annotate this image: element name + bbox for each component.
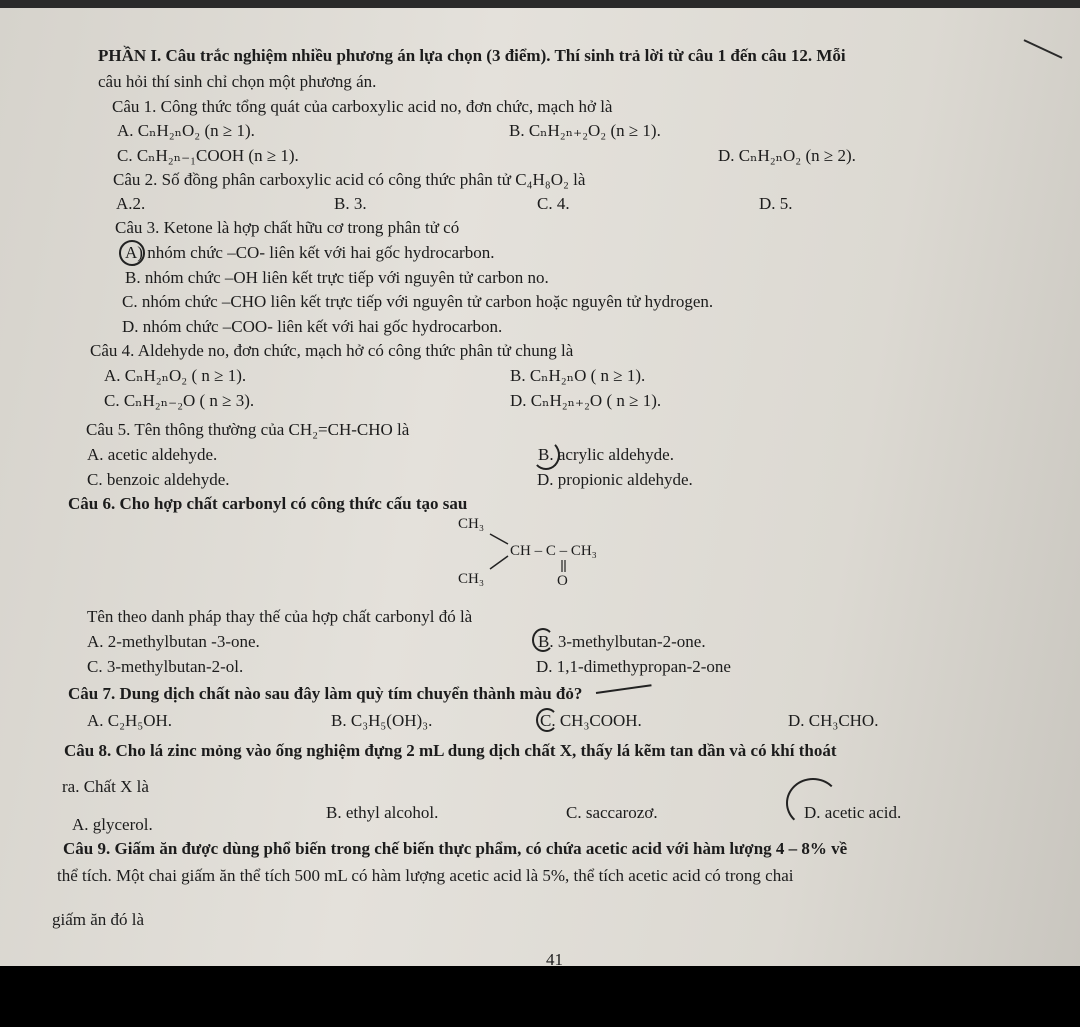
answer-mark-circle (786, 778, 840, 828)
q2-option-b: B. 3. (334, 194, 367, 213)
q7-option-b: B. C₃H₅(OH)₃. (331, 711, 433, 730)
q4-option-d: D. CₙH₂ₙ₊₂O ( n ≥ 1). (510, 391, 662, 410)
q9-stem-3: giấm ăn đó là (52, 910, 145, 929)
bottom-dark-area (0, 966, 1080, 1027)
page-number: 41 (546, 950, 563, 966)
q5-option-d: D. propionic aldehyde. (537, 470, 693, 489)
q4-option-b: B. CₙH₂ₙO ( n ≥ 1). (510, 366, 646, 385)
q4-stem: Câu 4. Aldehyde no, đơn chức, mạch hở có công thức phân tử chung là (90, 341, 574, 360)
q7-option-c: C. CH₃COOH. (540, 711, 642, 730)
q5-option-c: C. benzoic aldehyde. (87, 470, 230, 489)
q5-option-a: A. acetic aldehyde. (87, 445, 218, 464)
formula-oxygen: O (557, 573, 568, 589)
top-edge (0, 0, 1080, 8)
document-page (0, 8, 1080, 966)
q3-option-c: C. nhóm chức –CHO liên kết trực tiếp với nguyên tử carbon hoặc nguyên tử hydrogen. (122, 292, 714, 311)
part-header: PHẦN I. Câu trắc nghiệm nhiều phương án lựa chọn (3 điểm). Thí sinh trả lời từ câu 1 đến câu 12. Mỗi (98, 46, 846, 65)
answer-mark-circle (536, 708, 558, 732)
formula-chain: CH – C – CH₃ (510, 543, 597, 559)
pen-scribble (596, 684, 652, 694)
q1-option-d: D. CₙH₂ₙO₂ (n ≥ 2). (718, 146, 856, 165)
q3-option-b: B. nhóm chức –OH liên kết trực tiếp với nguyên tử carbon no. (125, 268, 549, 287)
q5-stem: Câu 5. Tên thông thường của CH₂=CH-CHO là (86, 420, 410, 439)
q5-option-b: B. acrylic aldehyde. (538, 445, 674, 464)
formula-top-ch3: CH₃ (458, 516, 485, 532)
q7-option-a: A. C₂H₅OH. (87, 711, 173, 730)
q2-option-a: A.2. (116, 194, 146, 213)
q8-option-d: D. acetic acid. (804, 803, 902, 822)
q6-stem-2: Tên theo danh pháp thay thế của hợp chất carbonyl đó là (87, 607, 473, 626)
structural-formula (458, 514, 658, 594)
q6-option-d: D. 1,1-dimethypropan-2-one (536, 657, 731, 676)
q7-stem: Câu 7. Dung dịch chất nào sau đây làm quỳ tím chuyển thành màu đỏ? (68, 684, 583, 703)
q4-option-c: C. CₙH₂ₙ₋₂O ( n ≥ 3). (104, 391, 255, 410)
q1-option-a: A. CₙH₂ₙO₂ (n ≥ 1). (117, 121, 255, 140)
q6-option-a: A. 2-methylbutan -3-one. (87, 632, 260, 651)
q1-stem: Câu 1. Công thức tổng quát của carboxylic acid no, đơn chức, mạch hở là (112, 97, 613, 116)
part-header-line2: câu hỏi thí sinh chỉ chọn một phương án. (98, 72, 377, 91)
q9-stem-2: thể tích. Một chai giấm ăn thể tích 500 mL có hàm lượng acetic acid là 5%, thể tích acetic acid có trong chai (57, 866, 794, 885)
q3-option-a: A) nhóm chức –CO- liên kết với hai gốc hydrocarbon. (125, 243, 495, 262)
q2-option-d: D. 5. (759, 194, 793, 213)
q4-option-a: A. CₙH₂ₙO₂ ( n ≥ 1). (104, 366, 247, 385)
q2-stem: Câu 2. Số đồng phân carboxylic acid có công thức phân tử C₄H₈O₂ là (113, 170, 586, 189)
q8-option-a: A. glycerol. (72, 815, 153, 834)
q3-stem: Câu 3. Ketone là hợp chất hữu cơ trong phân tử có (115, 218, 460, 237)
answer-mark-circle (532, 628, 554, 652)
q1-option-b: B. CₙH₂ₙ₊₂O₂ (n ≥ 1). (509, 121, 661, 140)
pen-mark (1024, 39, 1063, 59)
formula-bottom-ch3: CH₃ (458, 571, 485, 587)
q1-option-c: C. CₙH₂ₙ₋₁COOH (n ≥ 1). (117, 146, 299, 165)
q3-option-d: D. nhóm chức –COO- liên kết với hai gốc hydrocarbon. (122, 317, 503, 336)
q8-stem-2: ra. Chất X là (62, 777, 149, 796)
q8-stem: Câu 8. Cho lá zinc mỏng vào ống nghiệm đựng 2 mL dung dịch chất X, thấy lá kẽm tan dần và có khí thoát (64, 741, 837, 760)
q6-option-b: B. 3-methylbutan-2-one. (538, 632, 706, 651)
q9-stem: Câu 9. Giấm ăn được dùng phổ biến trong chế biến thực phẩm, có chứa acetic acid với hàm lượng 4 – 8% về (63, 839, 848, 858)
q6-stem: Câu 6. Cho hợp chất carbonyl có công thức cấu tạo sau (68, 494, 468, 513)
q8-option-b: B. ethyl alcohol. (326, 803, 439, 822)
q7-option-d: D. CH₃CHO. (788, 711, 879, 730)
q2-option-c: C. 4. (537, 194, 570, 213)
answer-mark-circle (119, 240, 145, 266)
q8-option-c: C. saccarozơ. (566, 803, 658, 822)
q6-option-c: C. 3-methylbutan-2-ol. (87, 657, 244, 676)
answer-mark-circle (532, 440, 560, 470)
